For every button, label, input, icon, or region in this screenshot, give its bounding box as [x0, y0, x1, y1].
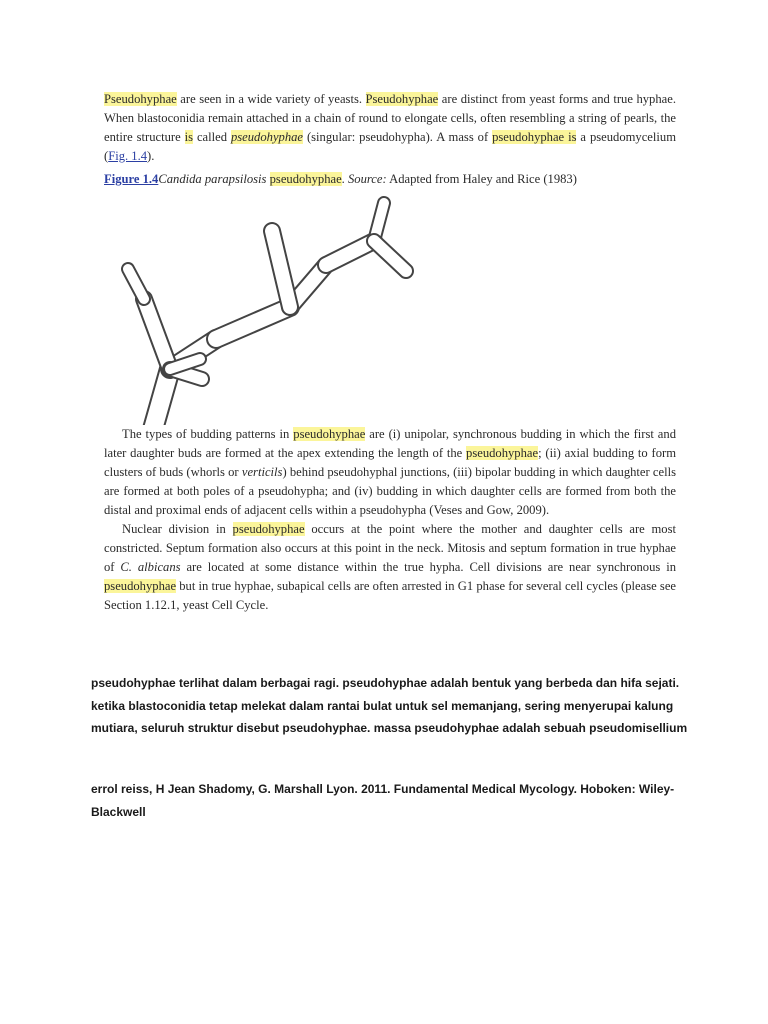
translation-line: mutiara, seluruh struktur disebut pseudohyphae. massa pseudohyphae adalah sebuah pseudomisellium: [91, 721, 688, 735]
text-run: ).: [147, 149, 155, 163]
text-run: ) behind pseudohyphal junctions, (iii) bipolar budding in which daughter cells are formed at both poles of a pseudohypha; and (iv) budding in which daughter cells are formed from both the distal and proximal ends of adjacent cells within a pseudohypha (Veses and Gow, 2009).: [104, 465, 676, 517]
highlighted-term: pseudohyphae: [232, 522, 305, 536]
pseudohyphae-illustration: [104, 189, 676, 425]
source-text: Adapted from Haley and Rice (1983): [386, 172, 577, 186]
italic-term: verticils: [241, 465, 283, 479]
figure-caption: [104, 170, 676, 189]
text-run: occurs at the point where the mother and daughter cells are most constricted. Septum formation also occurs at this point in the neck. Mitosis and septum formation in true hyphae of: [104, 522, 676, 574]
text-run: The types of budding patterns in: [122, 427, 294, 441]
text-run: Nuclear division in: [122, 522, 233, 536]
translation-line: pseudohyphae terlihat dalam berbagai ragi. pseudohyphae adalah bentuk yang berbeda dan hifa sejati.: [91, 676, 680, 690]
highlighted-term: pseudohyphae: [269, 172, 342, 186]
highlighted-term: pseudohyphae: [104, 579, 177, 593]
species-name: Candida parapsilosis: [158, 172, 267, 186]
translation-paragraph: [91, 672, 691, 740]
highlighted-term: Pseudohyphae: [104, 92, 177, 106]
text-run: .: [341, 172, 348, 186]
source-label: Source:: [347, 172, 387, 186]
species-name: C. albicans: [120, 560, 181, 574]
citation-line: Blackwell: [91, 804, 146, 819]
text-run: (singular: pseudohypha). A mass of: [303, 130, 493, 144]
highlighted-term: Pseudohyphae: [365, 92, 439, 106]
text-run: are distinct from yeast forms and true hyphae. When blastoconidia remain attached in a chain of round to elongate cells, often resembling a string of pearls, the entire structure: [104, 92, 676, 144]
text-run: are seen in a wide variety of yeasts.: [176, 92, 366, 106]
text-run: but in true hyphae, subapical cells are often arrested in G1 phase for several cell cycles (please see Section 1.12.1, yeast Cell Cycle.: [104, 579, 676, 612]
translation-line: ketika blastoconidia tetap melekat dalam rantai bulat untuk sel memanjang, sering menyerupai kalung: [91, 698, 674, 713]
scanned-textbook-excerpt: [104, 90, 676, 615]
figure-reference-link[interactable]: Fig. 1.4: [108, 149, 148, 163]
text-run: are (i) unipolar, synchronous budding in which the first and later daughter buds are formed at the apex extending the length of the: [104, 427, 676, 460]
highlighted-term: pseudohyphae: [466, 446, 539, 460]
highlighted-term: pseudohyphae: [230, 130, 304, 144]
text-run: called: [193, 130, 231, 144]
highlighted-term: is: [184, 130, 194, 144]
citation: [91, 778, 691, 823]
budding-patterns-paragraph: [104, 425, 676, 520]
intro-paragraph: [104, 90, 676, 166]
pseudohyphae-drawing: [104, 189, 676, 425]
text-run: a pseudomycelium (: [104, 130, 676, 163]
cell-body: [128, 269, 144, 299]
cell-body: [272, 231, 290, 307]
text-run: ; (ii) axial budding to form clusters of buds (whorls or: [104, 446, 676, 479]
nuclear-division-paragraph: [104, 520, 676, 615]
highlighted-term: pseudohyphae: [293, 427, 366, 441]
highlighted-term: pseudohyphae is: [492, 130, 577, 144]
citation-line: errol reiss, H Jean Shadomy, G. Marshall Lyon. 2011. Fundamental Medical Mycology. Hoboken: Wiley-: [91, 782, 675, 796]
text-run: are located at some distance within the true hypha. Cell divisions are near synchronous in: [180, 560, 676, 574]
cell-body: [216, 307, 290, 339]
figure-label-link[interactable]: Figure 1.4: [104, 172, 159, 186]
